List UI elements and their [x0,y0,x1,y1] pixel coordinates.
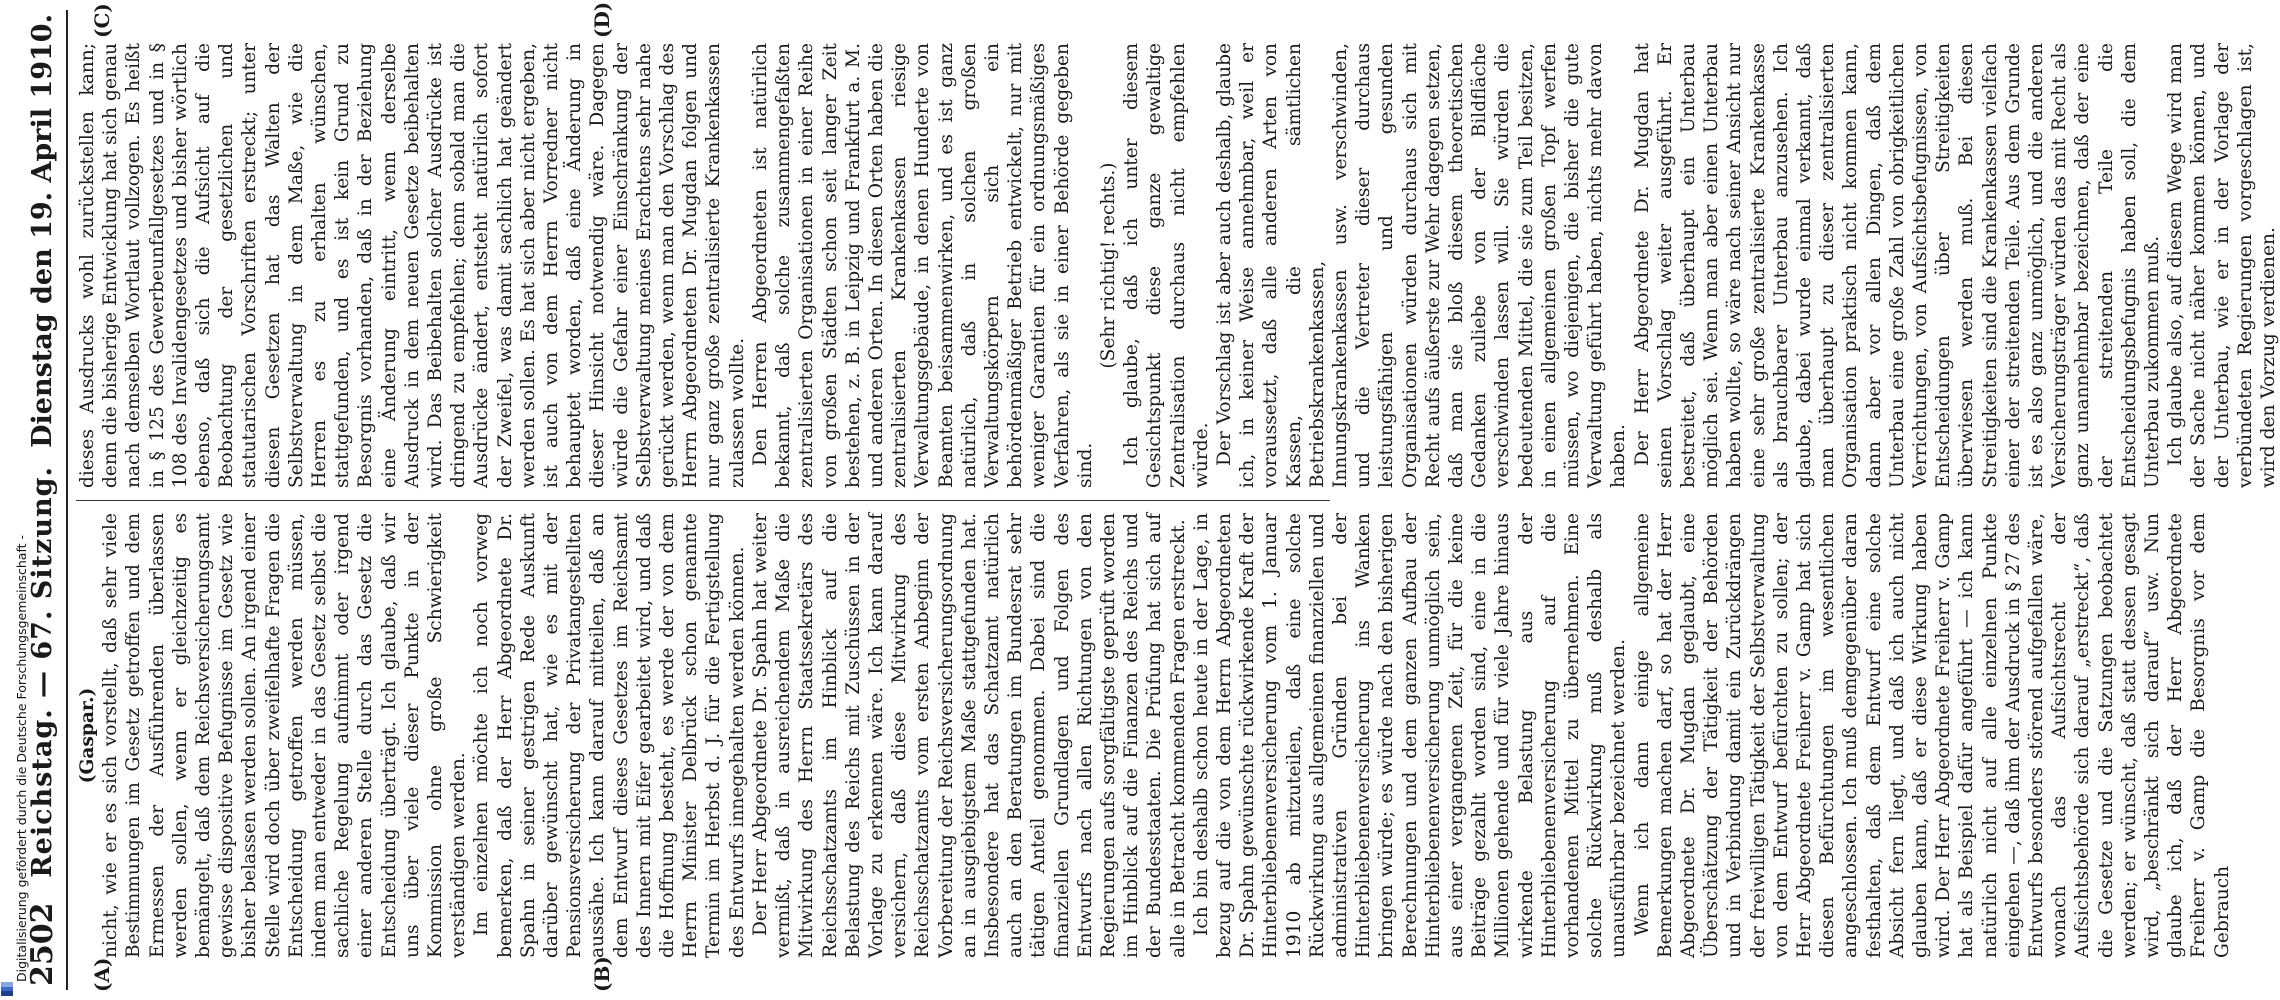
margin-mark-a: (A) [90,957,114,992]
session-title: Reichstag. — 67. Sitzung. [26,466,58,878]
paragraph: nicht, wie er es sich vorstellt, daß sehr viele Bestimmungen im Gesetz getroffen und dem Ermessen der Ausführenden überlassen werden sollen, wenn er gleichzeitig es bemängelt, daß dem Reichsversicherungsamt gewisse dispositive Befugnisse im Gesetz wie bisher belassen werden sollen. An irgend einer Stelle wird doch über zweifelhafte Fragen die Entscheidung getroffen werden müssen, indem man entweder in das Gesetz selbst die sachliche Regelung aufnimmt oder irgend einer anderen Stelle durch das Gesetz die Entscheidung überträgt. Ich glaube, daß wir uns über viele dieser Punkte in der Kommission ohne große Schwierigkeit verständigen werden. [100,513,470,958]
session-date: Dienstag den 19. April 1910. [26,14,58,448]
margin-mark-c: (C) [90,3,114,38]
interjection: (Sehr richtig! rechts.) [1097,162,1119,369]
column-divider [76,500,1330,501]
digitization-credit: Digitalisierung gefördert durch die Deutsche Forschungsgemeinschaft - [14,534,29,982]
paragraph: Der Vorschlag ist aber auch deshalb, glaube ich, in keiner Weise annehmbar, weil er voraussetzt, daß alle anderen Arten von Kassen, die sämtlichen Betriebskrankenkassen, Innungskrankenkassen usw. verschwinden, und die Vertreter dieser durchaus leistungsfähigen und gesunden Organisationen würden durchaus sich mit Recht aufs äußerste zur Wehr dagegen setzen, daß man sie bloß diesem theoretischen Gedanken zuliebe von der Bildfläche verschwinden lassen will. Sie würden die bedeutenden Mittel, die sie zum Teil besitzen, in einen allgemeinen großen Topf werfen müssen, wo diejenigen, die bisher die gute Verwaltung geführt haben, nichts mehr davon haben. [1213,43,1630,488]
paragraph: Den Herren Abgeordneten ist natürlich bekannt, daß solche zusammengefaßten zentralisierten Organisationen in einer Reihe von großen Städten schon seit langer Zeit bestehen, z. B. in Leipzig und Frankfurt a. M. und anderen Orten. In diesen Orten haben die zentralisierten Krankenkassen riesige Verwaltungsgebäude, in denen Hunderte von Beamten beisammenwirken, und es ist ganz natürlich, daß in solchen großen Verwaltungskörpern sich ein behördenmäßiger Betrieb entwickelt, nur mit weniger Garantien für ein ordnungsmäßiges Verfahren, als sie in einer Behörde gegeben sind. [749,43,1096,488]
paragraph: Wenn ich dann einige allgemeine Bemerkungen machen darf, so hat der Herr Abgeordnete Dr. Mugdan geglaubt, eine Überschätzung der Tätigkeit der Behörden und in Verbindung damit ein Zurückdrängen der freiwilligen Tätigkeit der Selbstverwaltung von dem Entwurf befürchten zu sollen; der Herr Abgeordnete Freiherr v. Gamp hat sich diesen Befürchtungen im wesentlichen angeschlossen. Ich muß demgegenüber daran festhalten, daß dem Entwurf eine solche Absicht fern liegt, und daß ich auch nicht glauben kann, daß er diese Wirkung haben wird. Der Herr Abgeordnete Freiherr v. Gamp hat als Beispiel dafür angeführt — ich kann natürlich nicht auf alle einzelnen Punkte eingehen —, daß ihm der Ausdruck in § 27 des Entwurfs besonders störend aufgefallen wäre, wonach das Aufsichtsrecht der Aufsichtsbehörde sich darauf „erstreckt“, daß die Gesetze und die Satzungen beobachtet werden; er wünscht, daß statt dessen gesagt wird, „beschränkt sich darauf“ usw. Nun glaube ich, daß der Herr Abgeordnete Freiherr v. Gamp die Besorgnis vor dem Gebrauch [1631,513,2233,958]
margin-mark-d: (D) [590,1,614,38]
page-number: 2502 [24,902,60,986]
paragraph: Im einzelnen möchte ich noch vorweg bemerken, daß der Herr Abgeordnete Dr. Spahn in seiner gestrigen Rede Auskunft darüber gewünscht hat, wie es mit der Pensionsversicherung der Privatangestellten aussähe. Ich kann darauf mitteilen, daß an dem Entwurf dieses Gesetzes im Reichsamt des Innern mit Eifer gearbeitet wird, und daß die Hoffnung besteht, es werde der von dem Herrn Minister Delbrück schon genannte Termin im Herbst d. J. für die Fertigstellung des Entwurfs innegehalten werden können. [471,513,748,958]
paragraph: Der Herr Abgeordnete Dr. Spahn hat weiter vermißt, daß in ausreichendem Maße die Mitwirkung des Herrn Staatssekretärs des Reichsschatzamts im Hinblick auf die Belastung des Reichs mit Zuschüssen in der Vorlage zu erkennen wäre. Ich kann darauf versichern, daß diese Mitwirkung des Reichsschatzamts vom ersten Anbeginn der Vorbereitung der Reichsversicherungsordnung an in ausgiebigstem Maße stattgefunden hat. Insbesondere hat das Schatzamt natürlich auch an den Beratungen im Bundesrat sehr tätigen Anteil genommen. Dabei sind die finanziellen Grundlagen und Folgen des Entwurfs nach allen Richtungen von den Regierungen aufs sorgfältigste geprüft worden im Hinblick auf die Finanzen des Reichs und der Bundesstaaten. Die Prüfung hat sich auf alle in Betracht kommenden Fragen erstreckt. [749,513,1189,958]
paragraph: Ich glaube, daß ich unter diesem Gesichtspunkt diese ganze gewaltige Zentralisation durchaus nicht empfehlen würde. [1121,43,1212,488]
right-column [76,43,2280,488]
margin-mark-b: (B) [590,956,614,992]
left-column [76,513,2233,958]
dfg-logo [1,982,13,996]
paragraph: dieses Ausdrucks wohl zurückstellen kann; denn die bisherige Entwicklung hat sich genau nach demselben Wortlaut vollzogen. Es heißt in § 125 des Gewerbeunfallgesetzes und in § 108 des Invalidengesetzes und bisher wörtlich ebenso, daß sich die Aufsicht auf die Beobachtung der gesetzlichen und statutarischen Vorschriften erstreckt; unter diesen Gesetzen hat das Walten der Selbstverwaltung in dem Maße, wie die Herren es zu erhalten wünschen, stattgefunden, und es ist kein Grund zu Besorgnis vorhanden, daß in der Beziehung eine Änderung eintritt, wenn derselbe Ausdruck in dem neuen Gesetze beibehalten wird. Das Beibehalten solcher Ausdrücke ist dringend zu empfehlen; denn sobald man die Ausdrücke ändert, entsteht natürlich sofort der Zweifel, was damit sachlich hat geändert werden sollen. Es hat sich aber nicht ergeben, ist auch von dem Herrn Vorredner nicht behauptet worden, daß eine Änderung in dieser Hinsicht notwendig wäre. Dagegen würde die Gefahr einer Einschränkung der Selbstverwaltung meines Erachtens sehr nahe gerückt werden, wenn man den Vorschlag des Herrn Abgeordneten Dr. Mugdan folgen und nur ganz große zentralisierte Krankenkassen zulassen wollte. [77,43,748,488]
header-rule [66,10,68,990]
paragraph: Ich glaube also, auf diesem Wege wird man der Sache nicht näher kommen können, und der Unterbau, wie er in der Vorlage der verbündeten Regierungen vorgeschlagen ist, wird den Vorzug verdienen. [2165,43,2280,488]
paragraph: Der Herr Abgeordnete Dr. Mugdan hat seinen Vorschlag weiter ausgeführt. Er bestreitet, daß überhaupt ein Unterbau möglich sei. Wenn man aber einen Unterbau haben wollte, so wäre nach seiner Ansicht nur eine sehr große zentralisierte Krankenkasse als brauchbarer Unterbau anzusehen. Ich glaube, dabei wurde einmal verkannt, daß man überhaupt zu dieser zentralisierten Organisation praktisch nicht kommen kann, dann aber vor allen Dingen, daß dem Unterbau eine große Zahl von obrigkeitlichen Verrichtungen, von Aufsichtsbefugnissen, von Entscheidungen über Streitigkeiten überwiesen werden muß. Bei diesen Streitigkeiten sind die Krankenkassen vielfach einer der streitenden Teile. Aus dem Grunde ist es also ganz unmöglich, und die anderen Versicherungsträger würden das mit Recht als ganz unannehmbar bezeichnen, daß der eine der streitenden Teile die Entscheidungsbefugnis haben soll, die dem Unterbau zukommen muß. [1631,43,2164,488]
speaker-name: (Gaspar.) [77,687,98,784]
paragraph: Ich bin deshalb schon heute in der Lage, in bezug auf die von dem Herrn Abgeordneten Dr. Spahn gewünschte rückwirkende Kraft der Hinterbliebenenversicherung vom 1. Januar 1910 ab mitzuteilen, daß eine solche Rückwirkung aus allgemeinen finanziellen und administrativen Gründen bei der Hinterbliebenenversicherung ins Wanken bringen würde; es würde nach den bisherigen Berechnungen und dem ganzen Aufbau der Hinterbliebenenversicherung unmöglich sein, aus einer vergangenen Zeit, für die keine Beiträge gezahlt worden sind, eine in die Millionen gehende und für viele Jahre hinaus wirkende Belastung aus der Hinterbliebenenversicherung auf die vorhandenen Mittel zu übernehmen. Eine solche Rückwirkung muß deshalb als unausführbar bezeichnet werden. [1190,513,1630,958]
document-page [20,0,2280,1000]
